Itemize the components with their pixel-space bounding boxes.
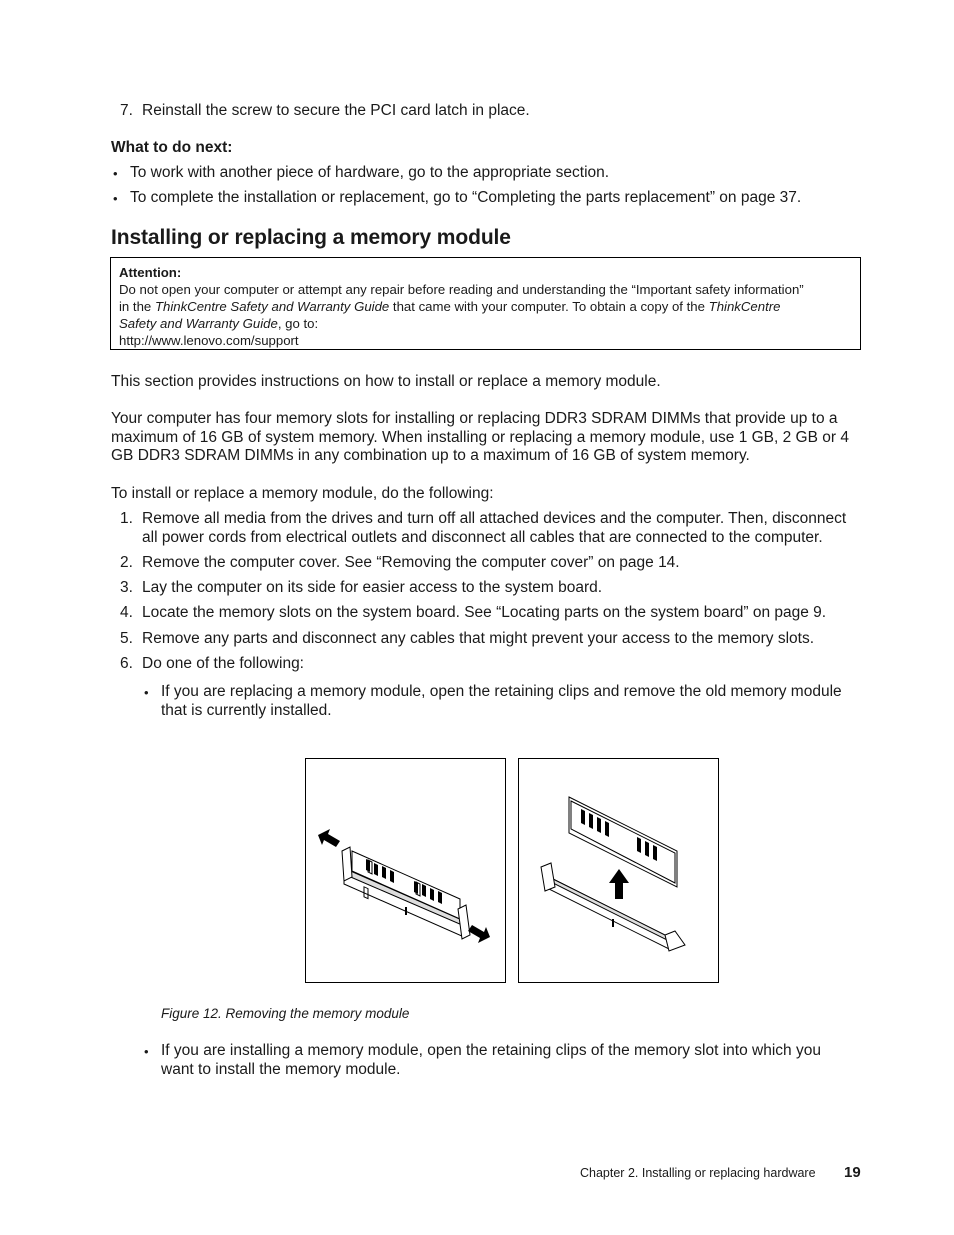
step-text: Locate the memory slots on the system board. See “Locating parts on the system board” on page 9. (142, 604, 827, 621)
memory-module-illustration (306, 759, 505, 982)
step-text: Remove any parts and disconnect any cables that might prevent your access to the memory slots. (142, 630, 814, 647)
step-text: Do one of the following: (142, 655, 304, 672)
procedure-intro: To install or replace a memory module, do the following: (111, 485, 494, 502)
step-number: 3. (120, 579, 133, 596)
footer-chapter: Chapter 2. Installing or replacing hardware (580, 1166, 816, 1180)
step-number: 5. (120, 630, 133, 647)
attention-line: Do not open your computer or attempt any repair before reading and understanding the “Important safety information” (119, 282, 804, 297)
bullet: • (144, 685, 149, 700)
next-item: To complete the installation or replacement, go to “Completing the parts replacement” on page 37. (130, 189, 802, 206)
step-number: 2. (120, 554, 133, 571)
attention-label: Attention: (119, 265, 182, 280)
step-number: 6. (120, 655, 133, 672)
step-number: 7. (120, 102, 133, 119)
section-title: Installing or replacing a memory module (111, 226, 511, 249)
bullet: • (113, 191, 118, 206)
step-number: 1. (120, 510, 133, 527)
arrow-icon (468, 925, 490, 943)
attention-line: Safety and Warranty Guide, go to: (119, 316, 319, 331)
bullet: • (113, 166, 118, 181)
next-heading: What to do next: (111, 139, 233, 156)
capacity-paragraph: Your computer has four memory slots for installing or replacing DDR3 SDRAM DIMMs that provide up to a maximum of 16 GB of system memory. When installing or replacing a memory module, use 1 GB, 2 GB or 4 GB DDR3 SDRAM DIMMs in any combination up to a maximum of 16 GB of system memory. (111, 410, 849, 464)
intro-paragraph: This section provides instructions on how to install or replace a memory module. (111, 373, 661, 390)
attention-line: in the ThinkCentre Safety and Warranty Guide that came with your computer. To obtain a copy of the ThinkCentre (119, 299, 781, 314)
step-text: Remove all media from the drives and turn off all attached devices and the computer. Then, disconnect all power cords from electrical outlets and disconnect all cables that are connected to the computer. (142, 510, 847, 546)
step-number: 4. (120, 604, 133, 621)
figure-caption: Figure 12. Removing the memory module (161, 1006, 410, 1021)
sub-item-install: If you are installing a memory module, open the retaining clips of the memory slot into which you want to install the memory module. (161, 1042, 821, 1078)
page-number: 19 (844, 1164, 861, 1181)
bullet: • (144, 1044, 149, 1059)
sub-item-replace: If you are replacing a memory module, open the retaining clips and remove the old memory module that is currently installed. (161, 683, 842, 719)
support-url[interactable]: http://www.lenovo.com/support (119, 333, 299, 348)
attention-box (110, 257, 861, 350)
figure-panel-module-removed (518, 758, 719, 983)
step-text: Lay the computer on its side for easier access to the system board. (142, 579, 603, 596)
arrow-icon (318, 829, 340, 847)
step-text: Reinstall the screw to secure the PCI card latch in place. (142, 102, 530, 119)
next-item: To work with another piece of hardware, go to the appropriate section. (130, 164, 610, 181)
step-text: Remove the computer cover. See “Removing the computer cover” on page 14. (142, 554, 680, 571)
memory-module-illustration (519, 759, 718, 982)
arrow-up-icon (609, 869, 629, 899)
figure-panel-clips-open (305, 758, 506, 983)
